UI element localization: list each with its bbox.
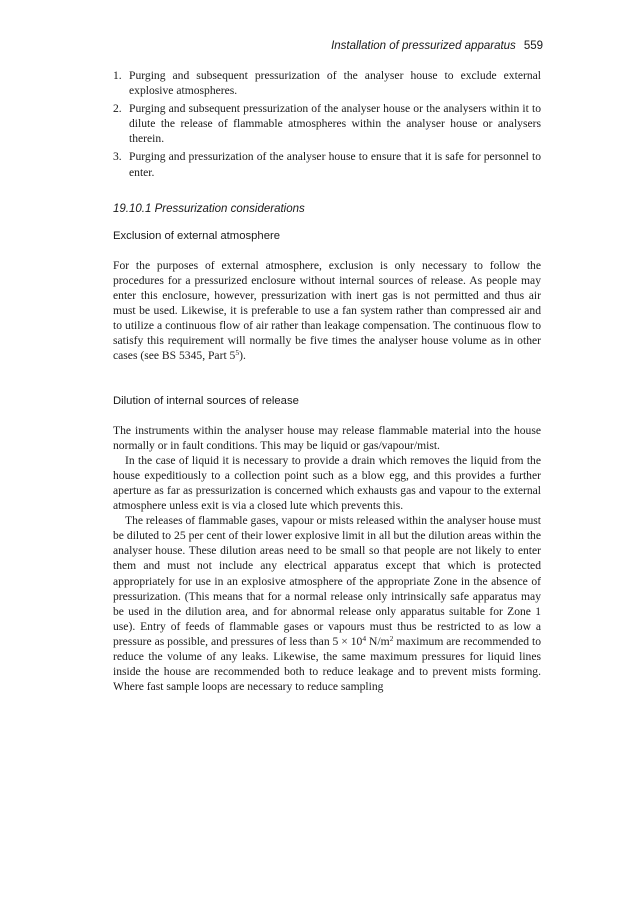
paragraph-dilution-2: In the case of liquid it is necessary to provide a drain which removes the liquid from the house expeditiously to a collection point such as a blow egg, and this provides a further aperture as far as pressurization is concerned which exhausts gas and vapour to the external atmosphere unless exit is via a closed lute which prevents this. (113, 453, 541, 513)
paragraph-exclusion: For the purposes of external atmosphere, exclusion is only necessary to follow the procedures for a pressurized enclosure without internal sources of release. As people may enter this enclosure, however, pressurization with inert gas is not permitted and thus air must be used. Likewise, it is preferable to use a fan system rather than compressed air and to utilize a continuous flow of air rather than leakage compensation. The continuous flow to satisfy this requirement will normally be five times the analyser house volume as in other cases (see BS 5345, Part $5^5$). (113, 258, 541, 363)
page-body (113, 68, 541, 694)
list-item (113, 68, 541, 98)
list-item-number: 3. (113, 150, 122, 164)
list-item-number: 1. (113, 69, 122, 82)
page-number: 559 (523, 40, 543, 52)
list-item-number: 2. (113, 102, 122, 116)
list-item-text: Purging and pressurization of the analyser house to ensure that it is safe for personnel to enter. (129, 150, 541, 179)
running-head (331, 40, 543, 52)
list-item (113, 149, 541, 179)
list-item-text: Purging and subsequent pressurization of the analyser house to exclude external explosive atmospheres. (129, 69, 541, 98)
running-title: Installation of pressurized apparatus (331, 40, 516, 52)
paragraph-dilution-3: The releases of flammable gases, vapour or mists released within the analyser house must be diluted to 25 per cent of their lower explosive limit in all but the dilution areas within the analyser house. These dilution areas need to be small so that people are not likely to enter them and must not include any electrical apparatus except that which is protected appropriately for use in an explosive atmosphere of the appropriate Zone in the absence of pressurization. (This means that for a normal release only intrinsically safe apparatus may be used in the dilution area, and for abnormal release only apparatus suitable for Zone 1 use). Entry of feeds of flammable gases or vapours must thus be restricted to as low a pressure as possible, and pressures of less than $5 \times 10^4$ $N/m^2$ maximum are recommended to reduce the volume of any leaks. Likewise, the same maximum pressures for liquid lines inside the house are recommended both to reduce leakage and to prevent mists forming. Where fast sample loops are necessary to reduce sampling (113, 514, 541, 694)
unit-superscript: 2 (389, 633, 394, 643)
section-heading: 19.10.1 Pressurization considerations (113, 202, 305, 215)
reference-superscript: 5 (235, 348, 240, 358)
subheading-dilution: Dilution of internal sources of release (113, 394, 299, 407)
subheading-exclusion: Exclusion of external atmosphere (113, 229, 281, 242)
list-item-text: Purging and subsequent pressurization of the analyser house or the analysers within it to dilute the release of flammable atmospheres within the analyser house or analysers therein. (129, 102, 541, 146)
list-item (113, 101, 541, 146)
numbered-list (113, 68, 541, 180)
paragraph-dilution-1: The instruments within the analyser house may release flammable material into the house normally or in fault conditions. This may be liquid or gas/vapour/mist. (113, 423, 541, 452)
exponent-superscript: 4 (362, 633, 367, 643)
